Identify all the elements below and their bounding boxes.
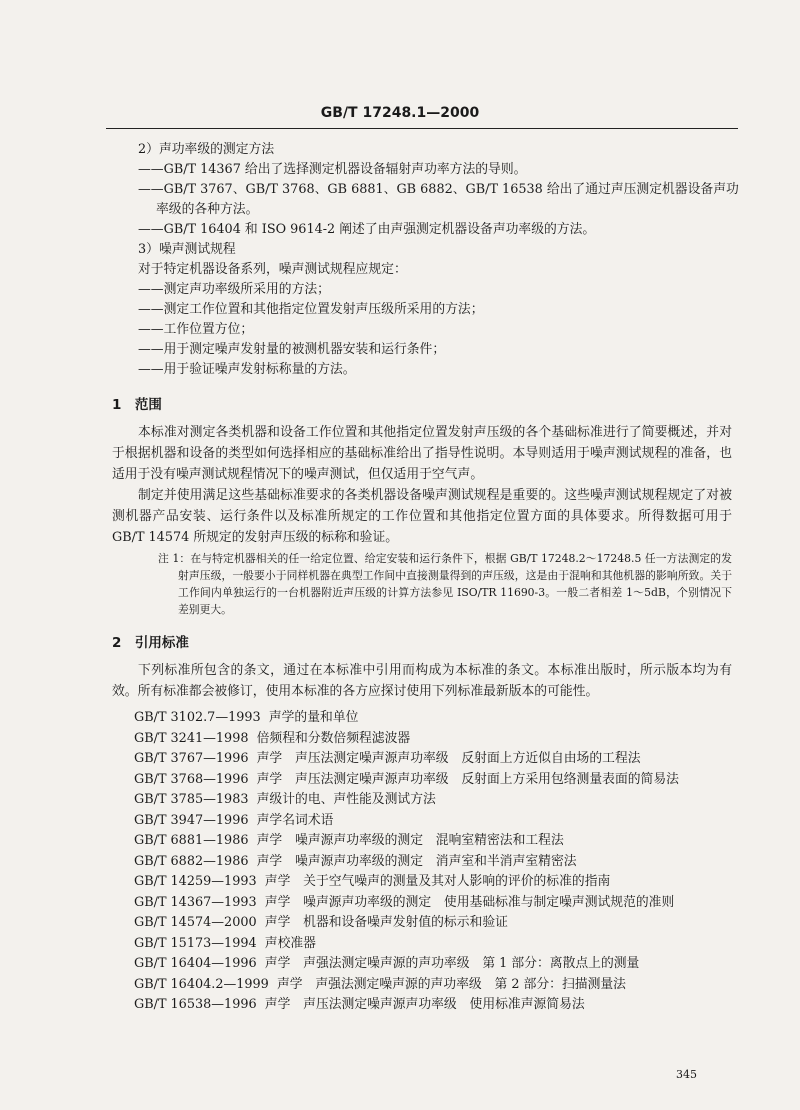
item3-line: ——用于验证噪声发射标称量的方法。 — [138, 362, 356, 377]
reference-entry — [112, 995, 732, 1016]
reference-entry — [112, 708, 732, 729]
reference-title: 声学 声强法测定噪声源的声功率级 第 2 部分：扫描测量法 — [276, 976, 626, 992]
section-1-title: 1 范围 — [112, 397, 162, 413]
reference-entry — [112, 749, 732, 770]
reference-entry — [112, 975, 732, 996]
reference-entry — [112, 790, 732, 811]
reference-title: 声学名词术语 — [256, 812, 334, 828]
item2-line: ——GB/T 3767、GB/T 3768、GB 6881、GB 6882、GB/T 16538 给出了通过声压测定机器设备声功 — [138, 182, 739, 197]
item2-line: ——GB/T 16404 和 ISO 9614-2 阐述了由声强测定机器设备声功率级的方法。 — [138, 222, 596, 237]
page-number: 345 — [676, 1068, 697, 1081]
reference-code: GB/T 6882—1986 — [134, 853, 249, 869]
reference-title: 声学 机器和设备噪声发射值的标示和验证 — [264, 915, 508, 930]
item3-title: 3）噪声测试规程 — [138, 242, 236, 257]
reference-entry — [112, 729, 732, 750]
reference-code: GB/T 14259—1993 — [134, 874, 257, 889]
reference-code: GB/T 3785—1983 — [134, 792, 249, 807]
reference-title: 声级计的电、声性能及测试方法 — [256, 792, 436, 807]
normative-references-list — [112, 708, 732, 1016]
reference-entry — [112, 872, 732, 893]
reference-title: 声校准器 — [264, 935, 316, 951]
item3-lead: 对于特定机器设备系列，噪声测试规程应规定： — [138, 262, 407, 277]
reference-code: GB/T 3102.7—1993 — [134, 710, 261, 725]
reference-code: GB/T 3947—1996 — [134, 812, 249, 828]
section-1-paragraph: 本标准对测定各类机器和设备工作位置和其他指定位置发射声压级的各个基础标准进行了简要概述，并对于根据机器和设备的类型如何选择相应的基础标准给出了指导性说明。本导则适用于噪声测试规程的准备，也适用于没有噪声测试规程情况下的噪声测试，但仅适用于空气声。 — [112, 425, 732, 482]
reference-code: GB/T 16538—1996 — [134, 997, 257, 1012]
reference-title: 声学 声压法测定噪声源声功率级 反射面上方近似自由场的工程法 — [256, 751, 641, 766]
reference-title: 声学的量和单位 — [268, 710, 359, 725]
reference-entry — [112, 770, 732, 791]
page-header: GB/T 17248.1—2000 — [320, 105, 480, 121]
reference-code: GB/T 3768—1996 — [134, 771, 249, 787]
reference-entry — [112, 811, 732, 832]
reference-title: 声学 声压法测定噪声源声功率级 使用标准声源简易法 — [264, 997, 585, 1012]
item3-line: ——测定声功率级所采用的方法； — [138, 282, 330, 297]
item2-line: ——GB/T 14367 给出了选择测定机器设备辐射声功率方法的导则。 — [138, 162, 527, 177]
reference-title: 倍频程和分数倍频程滤波器 — [256, 730, 411, 746]
reference-title: 声学 噪声源声功率级的测定 消声室和半消声室精密法 — [256, 853, 577, 869]
reference-title: 声学 噪声源声功率级的测定 使用基础标准与制定噪声测试规范的准则 — [264, 894, 675, 910]
item3-line: ——测定工作位置和其他指定位置发射声压级所采用的方法； — [138, 302, 484, 317]
reference-title: 声学 声强法测定噪声源的声功率级 第 1 部分：离散点上的测量 — [264, 956, 640, 971]
reference-code: GB/T 3241—1998 — [134, 730, 249, 746]
reference-code: GB/T 6881—1986 — [134, 833, 249, 848]
reference-entry — [112, 934, 732, 955]
reference-title: 声学 关于空气噪声的测量及其对人影响的评价的标准的指南 — [264, 874, 611, 889]
reference-entry — [112, 831, 732, 852]
reference-code: GB/T 3767—1996 — [134, 751, 249, 766]
reference-entry — [112, 893, 732, 914]
section-1-paragraph: 制定并使用满足这些基础标准要求的各类机器设备噪声测试规程是重要的。这些噪声测试规程规定了对被测机器产品安装、运行条件以及标准所规定的工作位置和其他指定位置方面的具体要求。所得数据可用于 GB/T 14574 所规定的发射声压级的标称和验证。 — [112, 488, 732, 545]
page-content — [112, 140, 739, 1016]
section-2-title: 2 引用标准 — [112, 635, 189, 651]
item2-title: 2）声功率级的测定方法 — [138, 142, 275, 157]
item3-line: ——工作位置方位； — [138, 322, 254, 337]
header-rule — [106, 128, 738, 129]
item2-line: 率级的各种方法。 — [156, 202, 259, 217]
reference-code: GB/T 16404—1996 — [134, 956, 257, 971]
reference-code: GB/T 14574—2000 — [134, 915, 257, 930]
item3-line: ——用于测定噪声发射量的被测机器安装和运行条件； — [138, 342, 446, 357]
reference-title: 声学 声压法测定噪声源声功率级 反射面上方采用包络测量表面的简易法 — [256, 771, 679, 787]
reference-title: 声学 噪声源声功率级的测定 混响室精密法和工程法 — [256, 833, 564, 848]
reference-code: GB/T 14367—1993 — [134, 894, 257, 910]
reference-code: GB/T 15173—1994 — [134, 935, 257, 951]
reference-code: GB/T 16404.2—1999 — [134, 976, 269, 992]
reference-entry — [112, 913, 732, 934]
reference-entry — [112, 852, 732, 873]
section-2-paragraph: 下列标准所包含的条文，通过在本标准中引用而构成为本标准的条文。本标准出版时，所示版本均为有效。所有标准都会被修订，使用本标准的各方应探讨使用下列标准最新版本的可能性。 — [112, 663, 732, 699]
reference-entry — [112, 954, 732, 975]
section-1-note: 注 1：在与特定机器相关的任一给定位置、给定安装和运行条件下，根据 GB/T 17248.2～17248.5 任一方法测定的发射声压级，一般要小于同样机器在典型工作间中直接测量得到的声压级，这是由于混响和其他机器的影响所致。关于工作间内单独运行的一台机器附近声压级的计算方法参见 ISO/TR 11690-3。一般二者相差 1～5dB，个别情况下差别更大。 — [158, 552, 732, 616]
